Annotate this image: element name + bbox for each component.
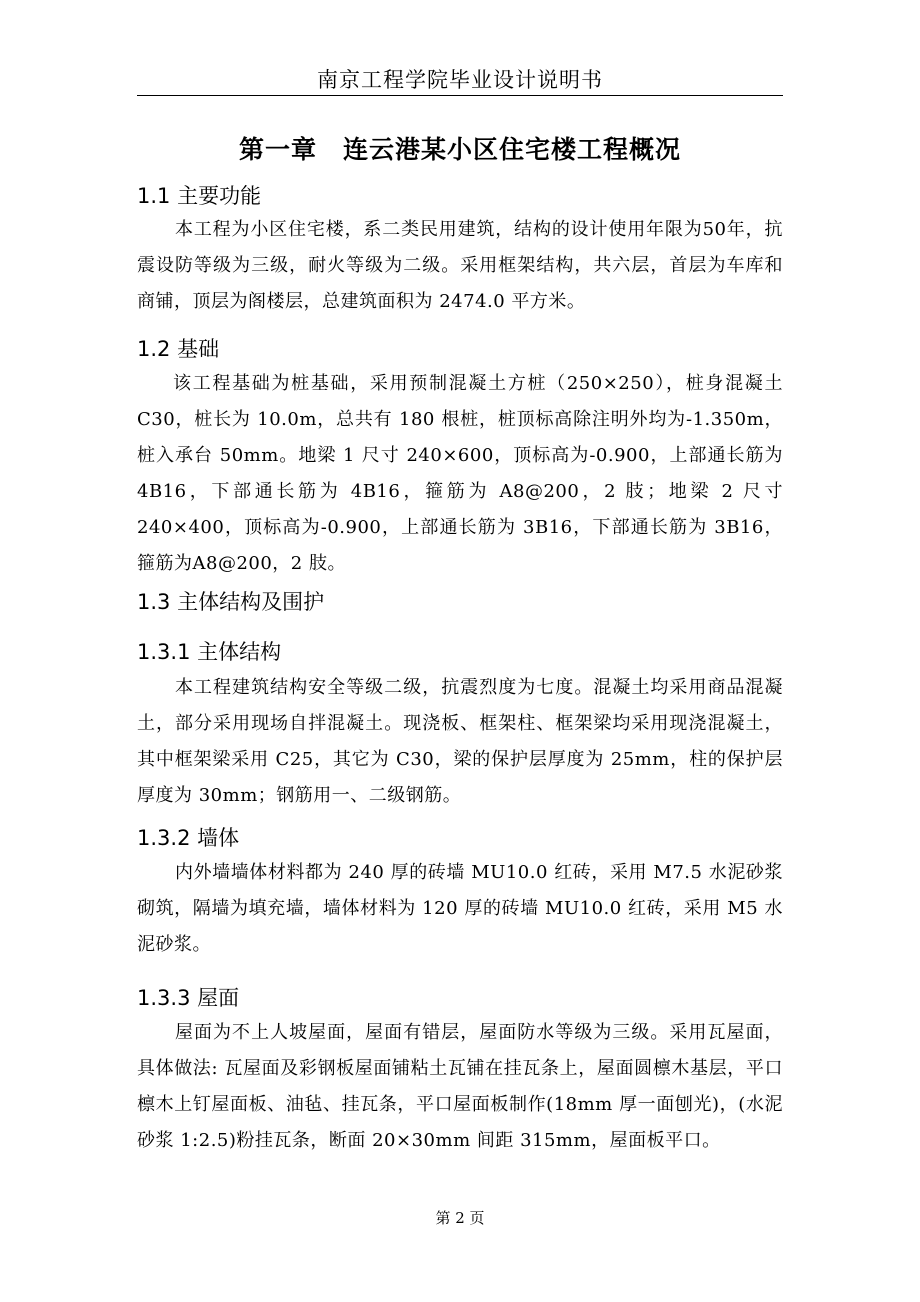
section-text-1-2: 该工程基础为桩基础，采用预制混凝土方桩（250×250），桩身混凝土C30，桩长为 10.0m，总共有 180 根桩，桩顶标高除注明外均为-1.350m，桩入承台 50mm。地梁 1 尺寸 240×600，顶标高为-0.900，上部通长筋为4B16，下部通长筋为 4B16，箍筋为 A8@200，2 肢；地梁 2 尺寸 240×400，顶标高为-0.900，上部通长筋为 3B16，下部通长筋为 3B16，箍筋为A8@200，2 肢。	[137, 373, 783, 574]
section-text-1-1: 本工程为小区住宅楼，系二类民用建筑，结构的设计使用年限为50年，抗震设防等级为三级，耐火等级为二级。采用框架结构，共六层，首层为车库和商铺，顶层为阁楼层，总建筑面积为 2474.0 平方米。	[137, 219, 783, 312]
section-heading-1-2: 1.2 基础	[137, 337, 220, 361]
section-heading-1-1: 1.1 主要功能	[137, 184, 262, 208]
section-heading-1-3-2: 1.3.2 墙体	[137, 826, 240, 850]
section-heading-1-3-3: 1.3.3 屋面	[137, 986, 240, 1010]
section-text-1-3-1: 本工程建筑结构安全等级二级，抗震烈度为七度。混凝土均采用商品混凝土，部分采用现场自拌混凝土。现浇板、框架柱、框架梁均采用现浇混凝土，其中框架梁采用 C25，其它为 C30，梁的保护层厚度为 25mm，柱的保护层厚度为 30mm；钢筋用一、二级钢筋。	[137, 677, 783, 806]
section-heading-1-3-1: 1.3.1 主体结构	[137, 640, 282, 664]
chapter-title: 第一章 连云港某小区住宅楼工程概况	[238, 135, 681, 164]
page-number: 第 2 页	[435, 1209, 485, 1227]
page-header-title: 南京工程学院毕业设计说明书	[317, 68, 603, 92]
header-divider	[137, 95, 783, 96]
section-heading-1-3: 1.3 主体结构及围护	[137, 590, 325, 614]
section-text-1-3-3: 屋面为不上人坡屋面，屋面有错层，屋面防水等级为三级。采用瓦屋面，具体做法: 瓦屋面及彩钢板屋面铺粘土瓦铺在挂瓦条上，屋面圆檩木基层，平口檩木上钉屋面板、油毡、挂瓦条，平口屋面板制作(18mm 厚一面刨光)，(水泥砂浆 1:2.5)粉挂瓦条，断面 20×30mm 间距 315mm，屋面板平口。	[137, 1022, 783, 1151]
section-text-1-3-2: 内外墙墙体材料都为 240 厚的砖墙 MU10.0 红砖，采用 M7.5 水泥砂浆砌筑，隔墙为填充墙，墙体材料为 120 厚的砖墙 MU10.0 红砖，采用 M5 水泥砂浆。	[137, 862, 783, 955]
